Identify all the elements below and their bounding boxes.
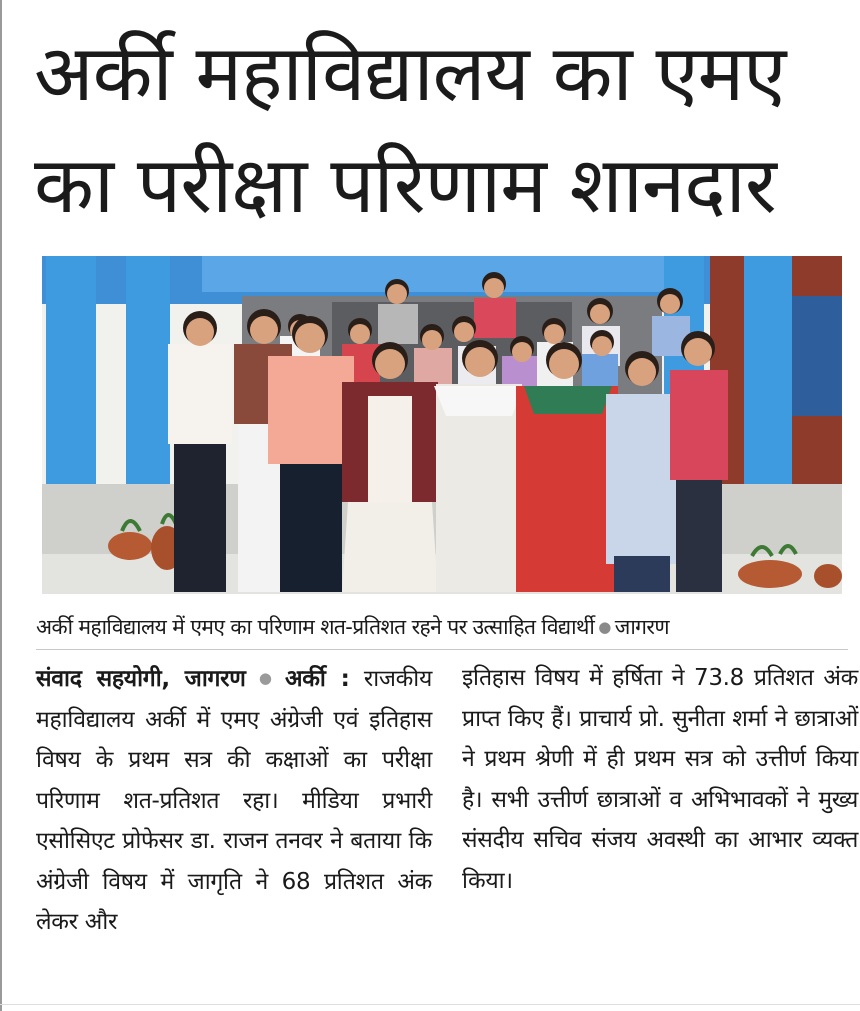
headline (34, 18, 854, 242)
byline-reporter: संवाद सहयोगी, जागरण (36, 666, 246, 692)
photo-caption (36, 612, 848, 642)
bullet-icon: ● (598, 618, 611, 636)
body-column-right (462, 658, 858, 901)
column-rule (0, 0, 2, 1011)
byline-place: अर्की : (285, 666, 350, 692)
headline-line-1: अर्की महाविद्यालय का एमए (34, 29, 786, 119)
caption-divider (36, 649, 848, 650)
group-photo (42, 256, 842, 594)
page-bottom-rule (0, 1004, 860, 1005)
body-column-left (36, 658, 432, 943)
caption-text: अर्की महाविद्यालय में एमए का परिणाम शत-प्रतिशत रहने पर उत्साहित विद्यार्थी (36, 615, 595, 639)
bullet-icon: ● (251, 669, 279, 687)
body-text-left: राजकीय महाविद्यालय अर्की में एमए अंग्रेजी एवं इतिहास विषय के प्रथम सत्र की कक्षाओं का परीक्षा परिणाम शत-प्रतिशत रहा। मीडिया प्रभारी एसोसिएट प्रोफेसर डा. राजन तनवर ने बताया कि अंग्रेजी विषय में जागृति ने 68 प्रतिशत अंक लेकर और (36, 666, 433, 935)
caption-source: जागरण (614, 615, 669, 639)
body-text-right: इतिहास विषय में हर्षिता ने 73.8 प्रतिशत अंक प्राप्त किए हैं। प्राचार्य प्रो. सुनीता शर्मा ने छात्राओं ने प्रथम श्रेणी में ही प्रथम सत्र को उत्तीर्ण किया है। सभी उत्तीर्ण छात्राओं व अभिभावकों ने मुख्य संसदीय सचिव संजय अवस्थी का आभार व्यक्त किया। (462, 665, 858, 894)
headline-line-2: का परीक्षा परिणाम शानदार (34, 141, 776, 231)
